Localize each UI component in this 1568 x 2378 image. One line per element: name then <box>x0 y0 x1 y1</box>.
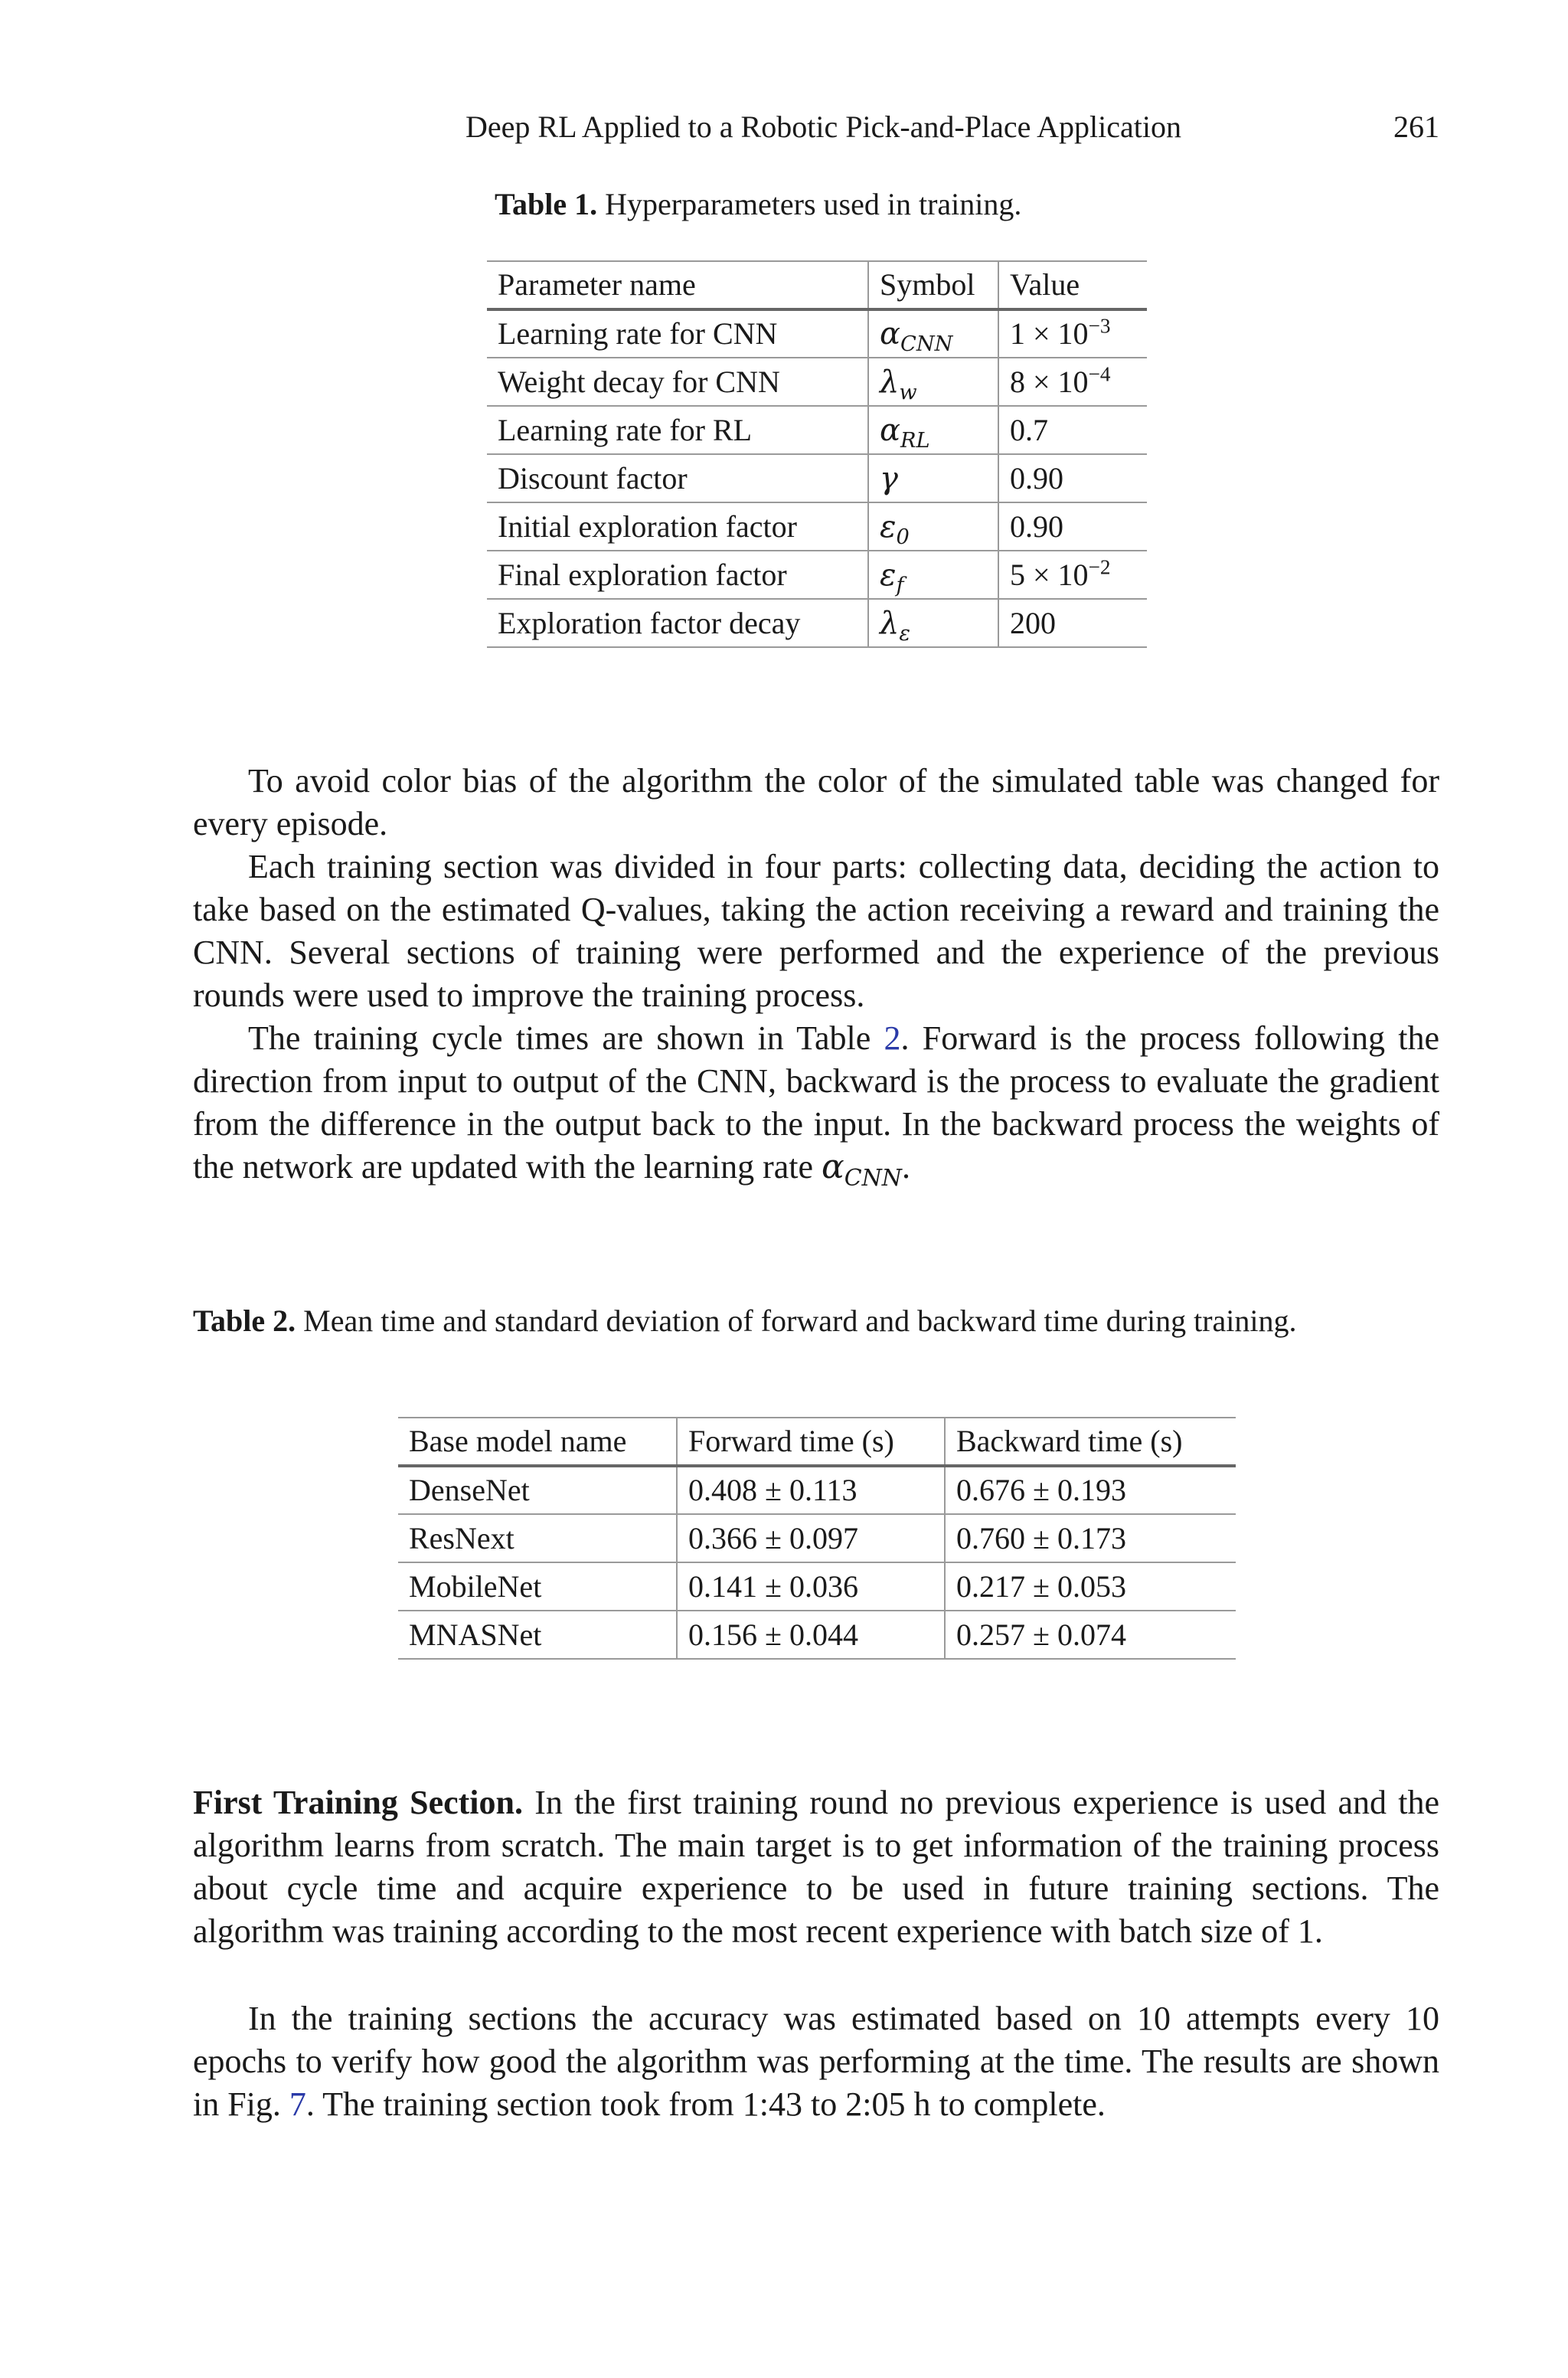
table1-row <box>487 406 1147 454</box>
table2-caption-text: Mean time and standard deviation of forward and backward time during training. <box>303 1303 1297 1338</box>
symbol-subscript: f <box>896 573 904 597</box>
parameter-name-cell: Learning rate for CNN <box>487 309 868 358</box>
table1-caption-text: Hyperparameters used in training. <box>605 187 1022 221</box>
paragraph-training-sections: Each training section was divided in four parts: collecting data, deciding the action to take based on the estimated Q-values, taking the action receiving a reward and training the CNN. Several sections of training were performed and the experience of the previous rounds were used to improve the training process. <box>193 848 1439 1014</box>
paragraph-text: . Forward is the process following the direction from input to output of the CNN, backward is the process to evaluate the gradient from the difference in the output back to the input. In the backward process the weights of the network are updated with the learning rate <box>193 1019 1439 1186</box>
cnn-subscript: CNN <box>844 1164 902 1192</box>
table1-header-cell: Symbol <box>868 261 998 309</box>
paragraph-text: . <box>901 1148 910 1186</box>
table2-row <box>398 1611 1236 1659</box>
table1-caption <box>495 184 1184 224</box>
table1-row <box>487 551 1147 599</box>
symbol-base: ε <box>880 509 897 545</box>
value-cell <box>998 358 1147 406</box>
paragraph-text: The training cycle times are shown in Table <box>248 1019 884 1057</box>
value-exponent: −4 <box>1088 362 1111 386</box>
symbol-base: α <box>880 316 901 352</box>
symbol-base: λ <box>880 605 900 641</box>
forward-time-cell: 0.366 ± 0.097 <box>677 1514 945 1562</box>
table2-header-cell: Backward time (s) <box>945 1418 1236 1466</box>
value-base: 200 <box>1010 605 1056 640</box>
paragraph-color-bias: To avoid color bias of the algorithm the color of the simulated table was changed for every episode. <box>193 762 1439 842</box>
forward-time-cell: 0.156 ± 0.044 <box>677 1611 945 1659</box>
value-base: 8 × 10 <box>1010 364 1089 399</box>
symbol-cell <box>868 454 998 502</box>
running-head-title: Deep RL Applied to a Robotic Pick-and-Place Application <box>466 110 1181 144</box>
alpha-symbol: α <box>822 1147 844 1186</box>
table1-row <box>487 599 1147 647</box>
value-base: 0.7 <box>1010 412 1048 447</box>
table1-header-cell: Parameter name <box>487 261 868 309</box>
value-exponent: −3 <box>1088 314 1111 338</box>
table2-header-cell: Forward time (s) <box>677 1418 945 1466</box>
symbol-cell <box>868 551 998 599</box>
parameter-name-cell: Final exploration factor <box>487 551 868 599</box>
value-cell <box>998 309 1147 358</box>
paragraph-accuracy <box>193 1997 1439 2126</box>
symbol-cell <box>868 358 998 406</box>
paragraph-first-training-section <box>193 1781 1439 1953</box>
value-cell <box>998 502 1147 551</box>
symbol-subscript: RL <box>900 428 930 453</box>
value-base: 1 × 10 <box>1010 316 1089 351</box>
model-name-cell: MobileNet <box>398 1562 677 1611</box>
model-name-cell: DenseNet <box>398 1466 677 1514</box>
table2-header-cell: Base model name <box>398 1418 677 1466</box>
paragraph-cycle-times <box>193 1017 1439 1192</box>
symbol-subscript: 0 <box>896 525 910 549</box>
symbol-base: ε <box>880 557 897 593</box>
table2-header-row <box>398 1418 1236 1466</box>
symbol-cell <box>868 502 998 551</box>
paragraph-text: In the training sections the accuracy was estimated based on 10 attempts every 10 epochs to verify how good the algorithm was performing at the time. The results are shown in Fig. <box>193 2000 1439 2123</box>
forward-time-cell: 0.408 ± 0.113 <box>677 1466 945 1514</box>
parameter-name-cell: Weight decay for CNN <box>487 358 868 406</box>
symbol-subscript: ε <box>899 621 910 646</box>
symbol-cell <box>868 309 998 358</box>
table2-caption <box>193 1300 1439 1341</box>
page-number: 261 <box>1393 110 1439 144</box>
table1-header-row <box>487 261 1147 309</box>
hyperparameters-table <box>487 260 1147 648</box>
value-base: 0.90 <box>1010 460 1063 496</box>
parameter-name-cell: Discount factor <box>487 454 868 502</box>
value-exponent: −2 <box>1088 555 1111 579</box>
symbol-cell <box>868 406 998 454</box>
table1-row <box>487 358 1147 406</box>
table1-header-cell: Value <box>998 261 1147 309</box>
value-cell <box>998 551 1147 599</box>
value-cell <box>998 599 1147 647</box>
model-name-cell: MNASNet <box>398 1611 677 1659</box>
symbol-subscript: CNN <box>900 332 953 356</box>
value-cell <box>998 406 1147 454</box>
model-name-cell: ResNext <box>398 1514 677 1562</box>
table-2-link[interactable]: 2 <box>884 1019 901 1057</box>
parameter-name-cell: Initial exploration factor <box>487 502 868 551</box>
parameter-name-cell: Learning rate for RL <box>487 406 868 454</box>
symbol-base: α <box>880 412 901 448</box>
table1-row <box>487 454 1147 502</box>
value-base: 0.90 <box>1010 509 1063 544</box>
backward-time-cell: 0.257 ± 0.074 <box>945 1611 1236 1659</box>
forward-time-cell: 0.141 ± 0.036 <box>677 1562 945 1611</box>
table2-row <box>398 1562 1236 1611</box>
running-head <box>466 106 1439 149</box>
table2-row <box>398 1466 1236 1514</box>
backward-time-cell: 0.217 ± 0.053 <box>945 1562 1236 1611</box>
timing-table <box>398 1417 1236 1660</box>
symbol-cell <box>868 599 998 647</box>
backward-time-cell: 0.676 ± 0.193 <box>945 1466 1236 1514</box>
symbol-subscript: w <box>899 380 917 404</box>
paragraph-text: . The training section took from 1:43 to 2:05 h to complete. <box>305 2085 1106 2123</box>
table2-label: Table 2. <box>193 1303 296 1338</box>
symbol-base: γ <box>880 460 898 496</box>
symbol-base: λ <box>880 364 900 400</box>
section-heading: First Training Section. <box>193 1784 523 1821</box>
value-cell <box>998 454 1147 502</box>
table1-row <box>487 309 1147 358</box>
figure-7-link[interactable]: 7 <box>289 2085 306 2123</box>
paragraph-text: In the first training round no previous experience is used and the algorithm learns from scratch. The main target is to get information of the training process about cycle time and acquire experience to be used in future training sections. The algorithm was training according to the most recent experience with batch size of 1. <box>193 1784 1439 1950</box>
parameter-name-cell: Exploration factor decay <box>487 599 868 647</box>
backward-time-cell: 0.760 ± 0.173 <box>945 1514 1236 1562</box>
table1-row <box>487 502 1147 551</box>
value-base: 5 × 10 <box>1010 557 1089 592</box>
table1-label: Table 1. <box>495 187 598 221</box>
table2-row <box>398 1514 1236 1562</box>
